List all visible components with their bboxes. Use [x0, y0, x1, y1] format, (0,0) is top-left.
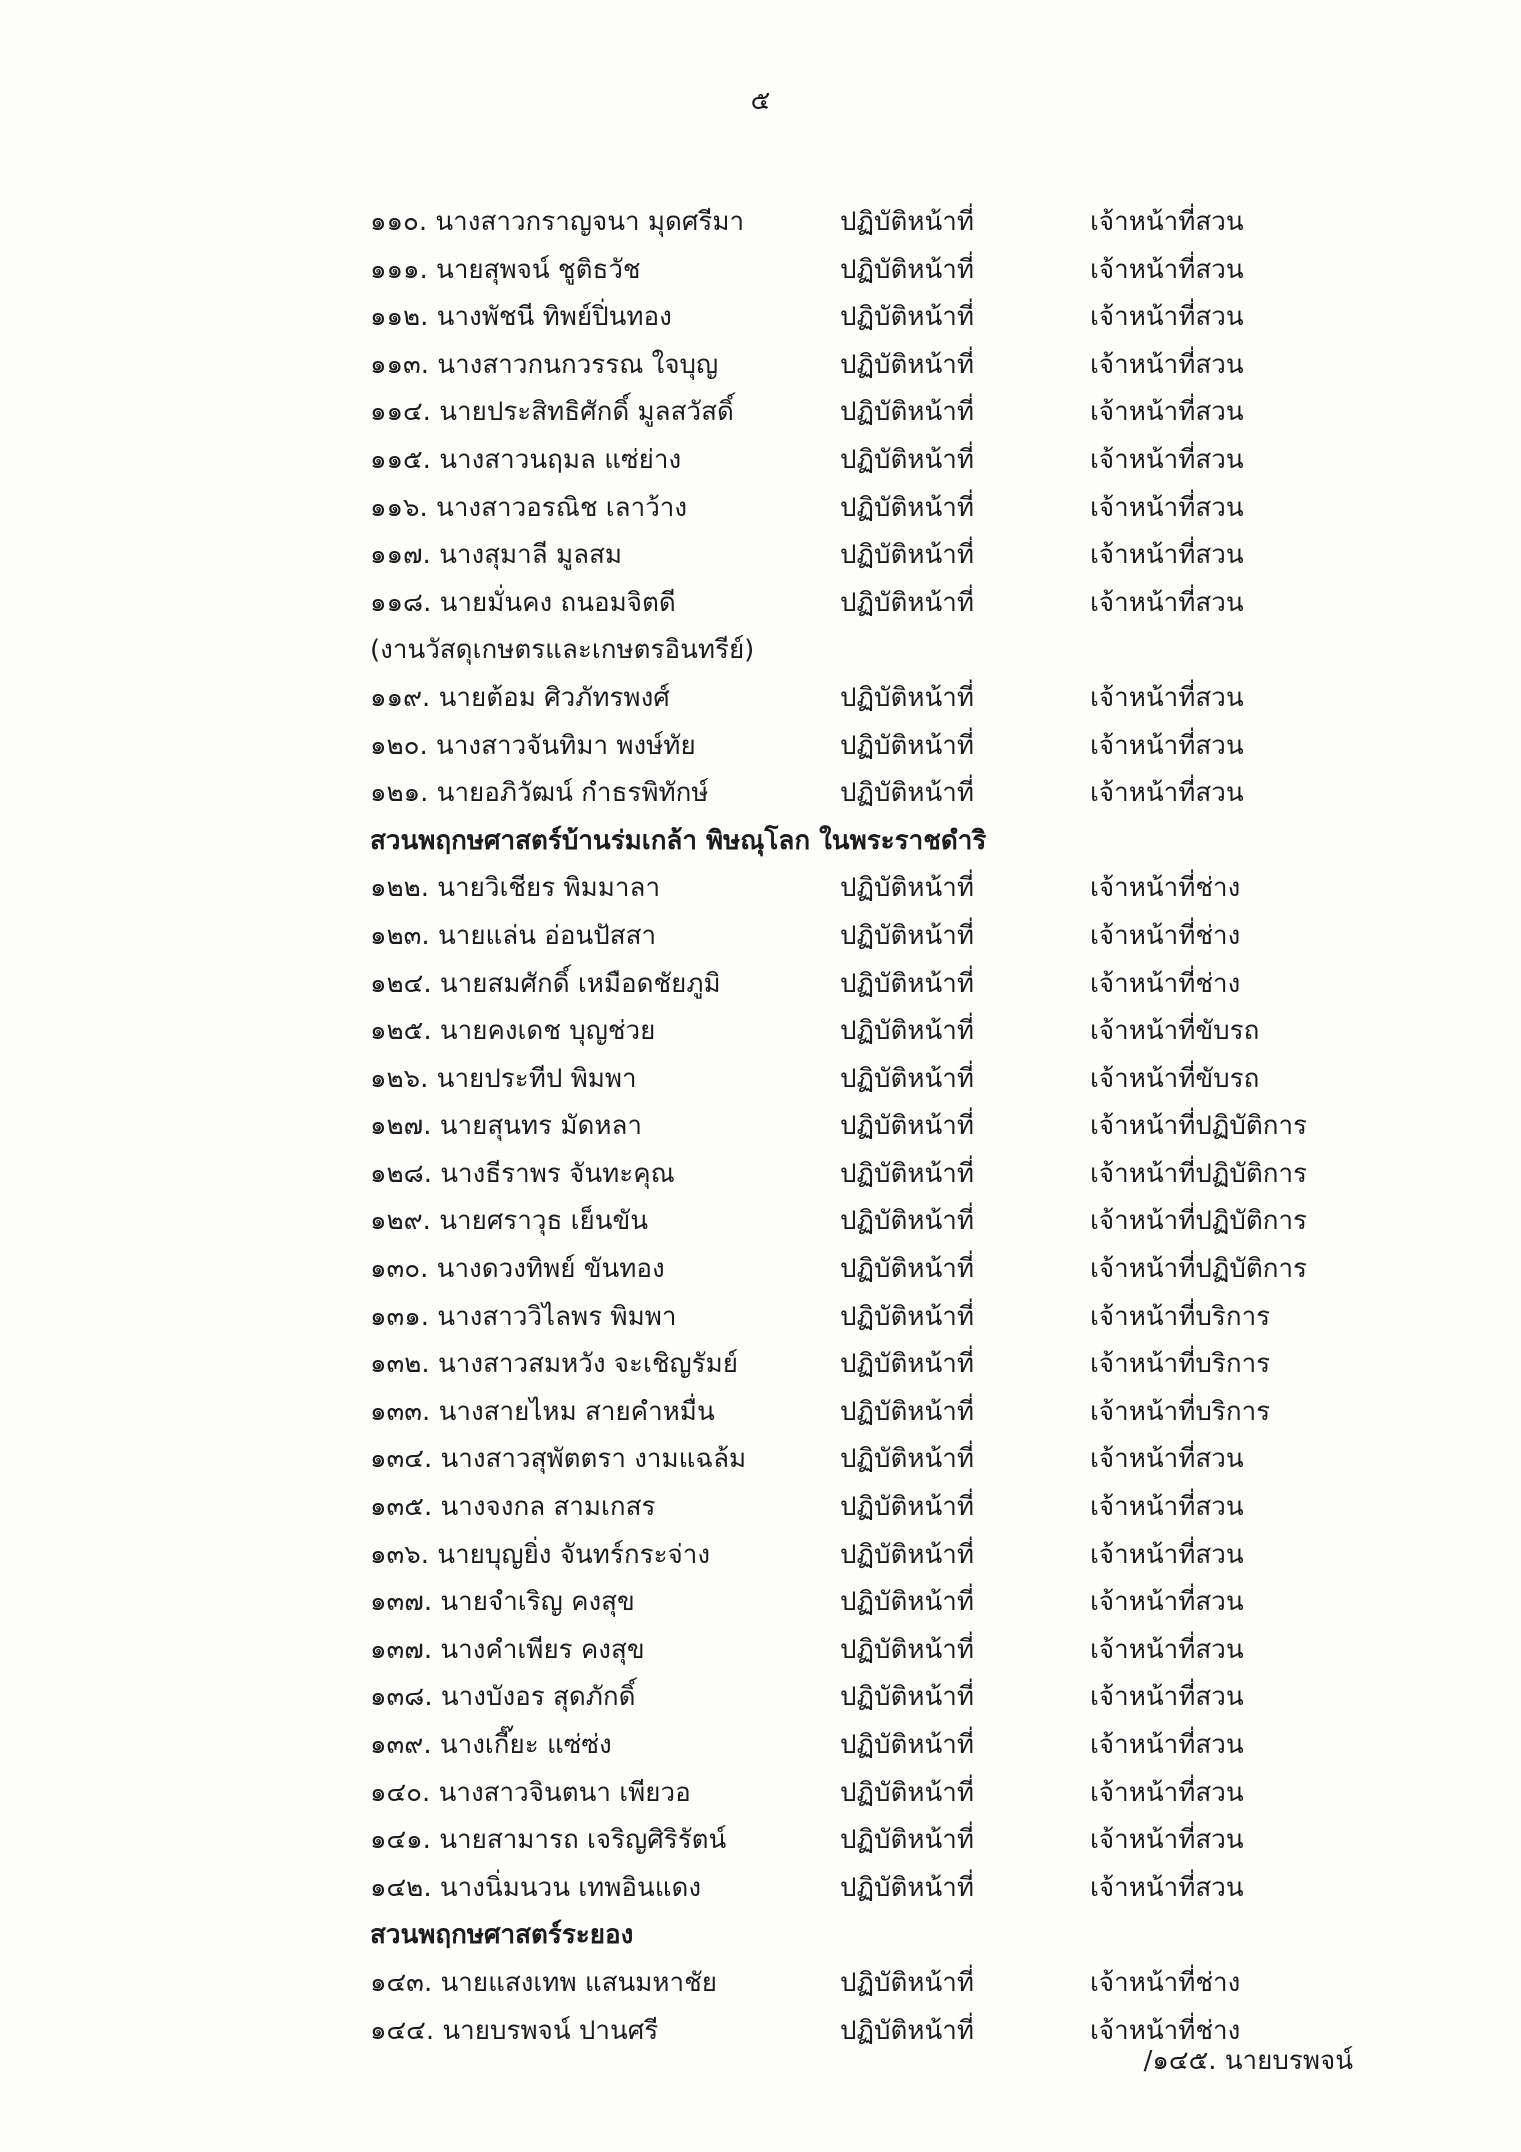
section-heading — [370, 1912, 1370, 1960]
staff-name: ๑๓๐. นางดวงทิพย์ ขันทอง — [370, 1254, 665, 1285]
duty-status: ปฏิบัติหน้าที่ — [840, 1682, 974, 1713]
staff-name: ๑๒๔. นายสมศักดิ์ เหมือดชัยภูมิ — [370, 968, 721, 999]
list-item — [370, 437, 1370, 485]
duty-status: ปฏิบัติหน้าที่ — [840, 1158, 974, 1189]
list-item — [370, 865, 1370, 913]
list-item — [370, 961, 1370, 1009]
list-item — [370, 1103, 1370, 1151]
staff-name: ๑๓๒. นางสาวสมหวัง จะเชิญรัมย์ — [370, 1349, 739, 1380]
list-item — [370, 1817, 1370, 1865]
staff-name: ๑๒๕. นายคงเดช บุญช่วย — [370, 1016, 656, 1047]
staff-position: เจ้าหน้าที่สวน — [1090, 397, 1244, 428]
staff-position: เจ้าหน้าที่สวน — [1090, 302, 1244, 333]
list-item — [370, 580, 1370, 628]
list-item — [370, 770, 1370, 818]
duty-status: ปฏิบัติหน้าที่ — [840, 1967, 974, 1998]
staff-position: เจ้าหน้าที่สวน — [1090, 730, 1244, 761]
list-item — [370, 1008, 1370, 1056]
staff-name: ๑๒๖. นายประทีป พิมพา — [370, 1063, 637, 1094]
staff-position: เจ้าหน้าที่สวน — [1090, 587, 1244, 618]
list-item — [370, 1722, 1370, 1770]
staff-name: ๑๔๐. นางสาวจินตนา เพียวอ — [370, 1777, 691, 1808]
staff-name: ๑๑๓. นางสาวกนกวรรณ ใจบุญ — [370, 349, 719, 380]
duty-status: ปฏิบัติหน้าที่ — [840, 1492, 974, 1523]
list-item — [370, 1246, 1370, 1294]
staff-name: ๑๓๓. นางสายไหม สายคำหมื่น — [370, 1396, 715, 1427]
staff-position: เจ้าหน้าที่ปฏิบัติการ — [1090, 1206, 1308, 1237]
staff-name: ๑๒๗. นายสุนทร มัดหลา — [370, 1111, 643, 1142]
duty-status: ปฏิบัติหน้าที่ — [840, 397, 974, 428]
staff-name: ๑๑๕. นางสาวนฤมล แซ่ย่าง — [370, 444, 682, 475]
duty-status: ปฏิบัติหน้าที่ — [840, 1444, 974, 1475]
staff-position: เจ้าหน้าที่บริการ — [1090, 1301, 1271, 1332]
duty-status: ปฏิบัติหน้าที่ — [840, 1872, 974, 1903]
staff-position: เจ้าหน้าที่สวน — [1090, 1539, 1244, 1570]
staff-name: ๑๓๘. นางบังอร สุดภักดิ์ — [370, 1682, 636, 1713]
staff-name: ๑๔๓. นายแสงเทพ แสนมหาชัย — [370, 1967, 718, 1998]
staff-name: ๑๒๓. นายแล่น อ่อนปัสสา — [370, 920, 657, 951]
duty-status: ปฏิบัติหน้าที่ — [840, 968, 974, 999]
staff-name: ๑๑๖. นางสาวอรณิช เลาว้าง — [370, 492, 688, 523]
list-item — [370, 1532, 1370, 1580]
staff-position: เจ้าหน้าที่ช่าง — [1090, 920, 1241, 951]
list-item — [370, 675, 1370, 723]
list-item — [370, 342, 1370, 390]
duty-status: ปฏิบัติหน้าที่ — [840, 1634, 974, 1665]
heading-text: (งานวัสดุเกษตรและเกษตรอินทรีย์) — [370, 635, 755, 666]
staff-position: เจ้าหน้าที่สวน — [1090, 1777, 1244, 1808]
staff-name: ๑๑๔. นายประสิทธิศักดิ์ มูลสวัสดิ์ — [370, 397, 734, 428]
staff-position: เจ้าหน้าที่สวน — [1090, 1444, 1244, 1475]
list-item — [370, 294, 1370, 342]
duty-status: ปฏิบัติหน้าที่ — [840, 302, 974, 333]
duty-status: ปฏิบัติหน้าที่ — [840, 492, 974, 523]
staff-name: ๑๓๗. นางคำเพียร คงสุข — [370, 1634, 645, 1665]
staff-position: เจ้าหน้าที่สวน — [1090, 1872, 1244, 1903]
section-heading — [370, 818, 1370, 866]
staff-position: เจ้าหน้าที่ปฏิบัติการ — [1090, 1254, 1308, 1285]
duty-status: ปฏิบัติหน้าที่ — [840, 349, 974, 380]
heading-text: สวนพฤกษศาสตร์ระยอง — [370, 1920, 634, 1951]
staff-name: ๑๔๔. นายบรพจน์ ปานศรี — [370, 2015, 659, 2046]
list-item — [370, 1484, 1370, 1532]
list-item — [370, 532, 1370, 580]
duty-status: ปฏิบัติหน้าที่ — [840, 1349, 974, 1380]
duty-status: ปฏิบัติหน้าที่ — [840, 873, 974, 904]
staff-position: เจ้าหน้าที่สวน — [1090, 207, 1244, 237]
duty-status: ปฏิบัติหน้าที่ — [840, 1063, 974, 1094]
duty-status: ปฏิบัติหน้าที่ — [840, 1777, 974, 1808]
duty-status: ปฏิบัติหน้าที่ — [840, 540, 974, 571]
list-item — [370, 1627, 1370, 1675]
staff-position: เจ้าหน้าที่ช่าง — [1090, 968, 1241, 999]
duty-status: ปฏิบัติหน้าที่ — [840, 1539, 974, 1570]
duty-status: ปฏิบัติหน้าที่ — [840, 682, 974, 713]
duty-status: ปฏิบัติหน้าที่ — [840, 207, 974, 237]
list-item — [370, 913, 1370, 961]
sub-heading — [370, 627, 1370, 675]
staff-name: ๑๒๒. นายวิเชียร พิมมาลา — [370, 873, 661, 904]
list-item — [370, 1151, 1370, 1199]
duty-status: ปฏิบัติหน้าที่ — [840, 254, 974, 285]
staff-position: เจ้าหน้าที่สวน — [1090, 778, 1244, 809]
list-item — [370, 1294, 1370, 1342]
staff-position: เจ้าหน้าที่บริการ — [1090, 1396, 1271, 1427]
staff-name: ๑๑๑. นายสุพจน์ ชูติธวัช — [370, 254, 641, 285]
list-item — [370, 1960, 1370, 2008]
staff-name: ๑๓๗. นายจำเริญ คงสุข — [370, 1587, 635, 1618]
list-item — [370, 1341, 1370, 1389]
heading-text: สวนพฤกษศาสตร์บ้านร่มเกล้า พิษณุโลก ในพระราชดำริ — [370, 825, 987, 856]
staff-name: ๑๑๐. นางสาวกราญจนา มุดศรีมา — [370, 207, 745, 237]
staff-name: ๑๑๗. นางสุมาลี มูลสม — [370, 540, 623, 571]
staff-name: ๑๓๕. นางจงกล สามเกสร — [370, 1492, 656, 1523]
staff-position: เจ้าหน้าที่ปฏิบัติการ — [1090, 1158, 1308, 1189]
staff-name: ๑๓๑. นางสาววิไลพร พิมพา — [370, 1301, 677, 1332]
duty-status: ปฏิบัติหน้าที่ — [840, 1396, 974, 1427]
staff-name: ๑๔๑. นายสามารถ เจริญศิริรัตน์ — [370, 1825, 727, 1856]
staff-name: ๑๓๔. นางสาวสุพัตตรา งามแฉล้ม — [370, 1444, 747, 1475]
duty-status: ปฏิบัติหน้าที่ — [840, 1206, 974, 1237]
duty-status: ปฏิบัติหน้าที่ — [840, 1111, 974, 1142]
staff-position: เจ้าหน้าที่สวน — [1090, 1730, 1244, 1760]
list-item — [370, 1579, 1370, 1627]
list-item — [370, 199, 1370, 247]
staff-position: เจ้าหน้าที่ช่าง — [1090, 873, 1241, 904]
duty-status: ปฏิบัติหน้าที่ — [840, 1825, 974, 1856]
staff-position: เจ้าหน้าที่สวน — [1090, 444, 1244, 475]
page-number: ๕ — [750, 86, 771, 116]
duty-status: ปฏิบัติหน้าที่ — [840, 730, 974, 761]
staff-position: เจ้าหน้าที่ปฏิบัติการ — [1090, 1111, 1308, 1142]
list-item — [370, 485, 1370, 533]
duty-status: ปฏิบัติหน้าที่ — [840, 1730, 974, 1760]
list-item — [370, 1770, 1370, 1818]
staff-name: ๑๓๙. นางเกี๊ยะ แซ่ซ่ง — [370, 1730, 612, 1760]
list-item — [370, 389, 1370, 437]
staff-position: เจ้าหน้าที่สวน — [1090, 1492, 1244, 1523]
staff-position: เจ้าหน้าที่สวน — [1090, 1587, 1244, 1618]
list-item — [370, 723, 1370, 771]
duty-status: ปฏิบัติหน้าที่ — [840, 778, 974, 809]
staff-position: เจ้าหน้าที่สวน — [1090, 254, 1244, 285]
duty-status: ปฏิบัติหน้าที่ — [840, 444, 974, 475]
list-item — [370, 1198, 1370, 1246]
staff-position: เจ้าหน้าที่สวน — [1090, 492, 1244, 523]
staff-position: เจ้าหน้าที่สวน — [1090, 1634, 1244, 1665]
duty-status: ปฏิบัติหน้าที่ — [840, 1254, 974, 1285]
staff-position: เจ้าหน้าที่ช่าง — [1090, 2015, 1241, 2046]
staff-name: ๑๓๖. นายบุญยิ่ง จันทร์กระจ่าง — [370, 1539, 711, 1570]
staff-name: ๑๑๘. นายมั่นคง ถนอมจิตดี — [370, 587, 676, 618]
list-item — [370, 1389, 1370, 1437]
list-item — [370, 1674, 1370, 1722]
list-item — [370, 1865, 1370, 1913]
staff-name: ๑๒๙. นายศราวุธ เย็นขัน — [370, 1206, 649, 1237]
staff-position: เจ้าหน้าที่สวน — [1090, 540, 1244, 571]
list-item — [370, 1436, 1370, 1484]
staff-position: เจ้าหน้าที่สวน — [1090, 349, 1244, 380]
staff-position: เจ้าหน้าที่ขับรถ — [1090, 1063, 1260, 1094]
list-item — [370, 1056, 1370, 1104]
staff-list — [370, 199, 1370, 2055]
duty-status: ปฏิบัติหน้าที่ — [840, 1301, 974, 1332]
staff-name: ๑๒๘. นางธีราพร จันทะคุณ — [370, 1158, 675, 1189]
duty-status: ปฏิบัติหน้าที่ — [840, 587, 974, 618]
staff-position: เจ้าหน้าที่บริการ — [1090, 1349, 1271, 1380]
duty-status: ปฏิบัติหน้าที่ — [840, 2015, 974, 2046]
staff-name: ๑๒๐. นางสาวจันทิมา พงษ์ทัย — [370, 730, 696, 761]
staff-position: เจ้าหน้าที่สวน — [1090, 1682, 1244, 1713]
staff-position: เจ้าหน้าที่สวน — [1090, 682, 1244, 713]
staff-position: เจ้าหน้าที่ขับรถ — [1090, 1016, 1260, 1047]
duty-status: ปฏิบัติหน้าที่ — [840, 920, 974, 951]
staff-name: ๑๑๒. นางพัชนี ทิพย์ปิ่นทอง — [370, 302, 672, 333]
list-item — [370, 247, 1370, 295]
staff-position: เจ้าหน้าที่สวน — [1090, 1825, 1244, 1856]
duty-status: ปฏิบัติหน้าที่ — [840, 1016, 974, 1047]
staff-name: ๑๒๑. นายอภิวัฒน์ กำธรพิทักษ์ — [370, 778, 709, 809]
duty-status: ปฏิบัติหน้าที่ — [840, 1587, 974, 1618]
staff-name: ๑๔๒. นางนิ่มนวน เทพอินแดง — [370, 1872, 702, 1903]
staff-position: เจ้าหน้าที่ช่าง — [1090, 1967, 1241, 1998]
staff-name: ๑๑๙. นายต้อม ศิวภัทรพงศ์ — [370, 682, 670, 713]
continuation-note: /๑๔๕. นายบรพจน์ — [1143, 2046, 1353, 2076]
